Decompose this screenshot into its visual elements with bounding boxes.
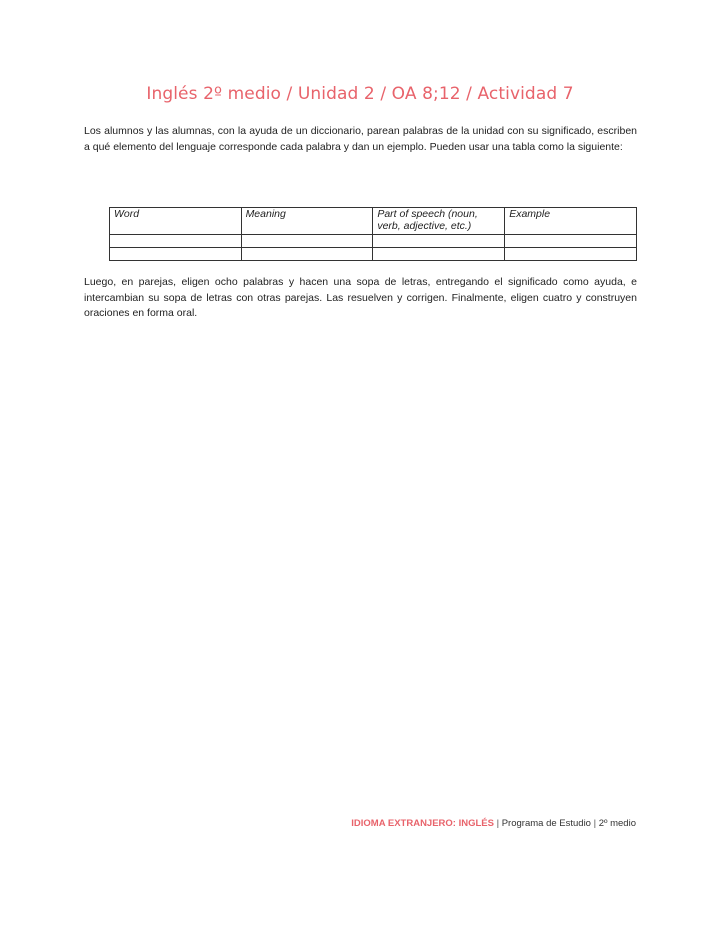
page-footer [351,818,636,829]
page-title: Inglés 2º medio / Unidad 2 / OA 8;12 / Actividad 7 [146,84,574,104]
table-cell [110,235,242,248]
table-cell [505,235,637,248]
header-meaning: Meaning [241,208,373,235]
footer-separator: | [496,818,500,829]
outro-paragraph: Luego, en parejas, eligen ocho palabras y hacen una sopa de letras, entregando el significado como ayuda, e intercambian su sopa de letras con otras parejas. Las resuelven y corrigen. Finalmente, eligen cuatro y construyen oraciones en forma oral. [84,276,637,319]
table-cell [110,248,242,261]
table-cell [505,248,637,261]
intro-paragraph: Los alumnos y las alumnas, con la ayuda de un diccionario, parean palabras de la unidad con su significado, escriben a qué elemento del lenguaje corresponde cada palabra y dan un ejemplo. Pueden usar una tabla como la siguiente: [84,125,637,153]
table-cell [241,248,373,261]
footer-separator: | [593,818,597,829]
header-part-of-speech: Part of speech (noun, verb, adjective, etc.) [373,208,505,235]
footer-subject: IDIOMA EXTRANJERO: INGLÉS [351,818,494,829]
table-row [110,235,637,248]
footer-program: Programa de Estudio [501,818,591,829]
table-header-row [110,208,637,235]
table-cell [241,235,373,248]
header-example: Example [505,208,637,235]
table-cell [373,235,505,248]
footer-grade: 2º medio [598,818,636,829]
table-row [110,248,637,261]
header-word: Word [110,208,242,235]
vocabulary-table [109,207,637,261]
table-cell [373,248,505,261]
